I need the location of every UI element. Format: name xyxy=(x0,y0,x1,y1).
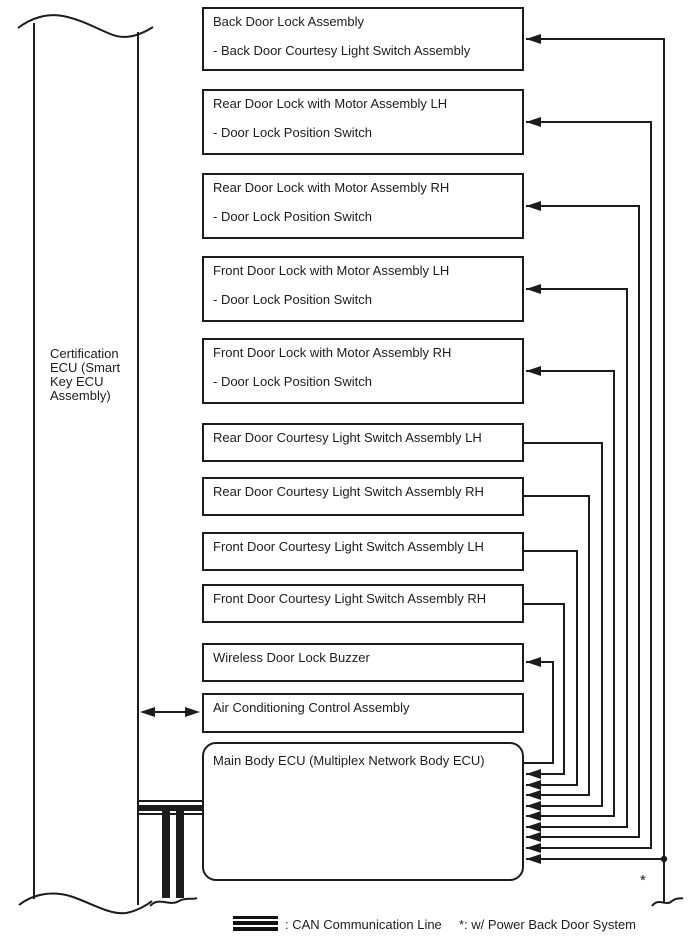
box-rear-door-lock-motor-rh xyxy=(202,173,524,239)
wire-wireless-buzzer xyxy=(524,662,553,763)
band-top-break-line xyxy=(18,15,153,37)
band-bottom-break-line xyxy=(19,894,152,914)
can-h-thick xyxy=(138,805,202,811)
can-line-label: : CAN Communication Line xyxy=(285,917,442,932)
arrow-ac-left xyxy=(140,707,155,717)
box-front-door-courtesy-rh xyxy=(202,584,524,623)
box-sublabel: - Door Lock Position Switch xyxy=(213,292,372,307)
arrow-into-back-door-lock xyxy=(526,34,541,44)
arrow-into-ecu-7 xyxy=(526,832,541,842)
wire-power-back-door-break xyxy=(652,898,683,906)
arrow-into-ecu-3 xyxy=(526,790,541,800)
box-label: Wireless Door Lock Buzzer xyxy=(213,650,370,665)
box-rear-door-courtesy-rh xyxy=(202,477,524,516)
box-rear-door-lock-motor-lh xyxy=(202,89,524,155)
box-label: Air Conditioning Control Assembly xyxy=(213,700,410,715)
box-label: Front Door Lock with Motor Assembly RH xyxy=(213,345,452,360)
power-back-door-note: *: w/ Power Back Door System xyxy=(459,917,636,932)
box-label: Main Body ECU (Multiplex Network Body ECU) xyxy=(213,753,485,768)
box-sublabel: - Back Door Courtesy Light Switch Assembly xyxy=(213,43,471,58)
box-label: Front Door Courtesy Light Switch Assembly LH xyxy=(213,539,484,554)
arrow-into-rear-door-lock-rh xyxy=(526,201,541,211)
wire-front-door-lock-rh xyxy=(526,371,614,816)
arrow-into-buzzer xyxy=(526,657,541,667)
box-label: Front Door Courtesy Light Switch Assembly RH xyxy=(213,591,487,606)
can-v-bar-left xyxy=(162,811,170,898)
can-v-bar-right xyxy=(176,811,184,898)
legend xyxy=(0,912,688,942)
box-air-conditioning-control xyxy=(202,693,524,733)
box-sublabel: - Door Lock Position Switch xyxy=(213,125,372,140)
box-sublabel: - Door Lock Position Switch xyxy=(213,209,372,224)
arrow-into-ecu-4 xyxy=(526,801,541,811)
box-label: Front Door Lock with Motor Assembly LH xyxy=(213,263,450,278)
box-main-body-ecu xyxy=(202,742,524,881)
box-label: Rear Door Courtesy Light Switch Assembly RH xyxy=(213,484,484,499)
junction-dot xyxy=(661,856,667,862)
wire-front-courtesy-lh xyxy=(524,551,577,785)
box-rear-door-courtesy-lh xyxy=(202,423,524,462)
wire-rear-courtesy-rh xyxy=(524,496,589,795)
box-front-door-courtesy-lh xyxy=(202,532,524,571)
arrow-into-ecu-9 xyxy=(526,854,541,864)
can-communication-line xyxy=(138,800,202,906)
arrow-into-front-door-lock-lh xyxy=(526,284,541,294)
arrow-into-ecu-8 xyxy=(526,843,541,853)
box-label: Rear Door Lock with Motor Assembly LH xyxy=(213,96,448,111)
arrow-into-front-door-lock-rh xyxy=(526,366,541,376)
box-front-door-lock-motor-rh xyxy=(202,338,524,404)
wire-rear-door-lock-rh xyxy=(526,206,639,837)
box-front-door-lock-motor-lh xyxy=(202,256,524,322)
arrow-ac-right xyxy=(185,707,200,717)
box-wireless-door-lock-buzzer xyxy=(202,643,524,682)
can-h-thin-top xyxy=(138,800,202,802)
arrow-into-ecu-2 xyxy=(526,780,541,790)
can-symbol-stripe xyxy=(233,916,278,919)
box-label: Rear Door Courtesy Light Switch Assembly LH xyxy=(213,430,482,445)
box-back-door-lock-assembly xyxy=(202,7,524,71)
can-branch-break-line xyxy=(150,898,197,906)
can-symbol-stripe xyxy=(233,927,278,931)
can-symbol-stripe xyxy=(233,921,278,925)
box-label: Back Door Lock Assembly xyxy=(213,14,365,29)
certification-ecu-band xyxy=(18,15,153,913)
certification-ecu-label: Certification ECU (Smart Key ECU Assembly) xyxy=(50,346,121,403)
arrow-into-ecu-1 xyxy=(526,769,541,779)
arrow-into-rear-door-lock-lh xyxy=(526,117,541,127)
box-label: Rear Door Lock with Motor Assembly RH xyxy=(213,180,450,195)
wire-front-courtesy-rh xyxy=(524,604,564,774)
arrow-into-ecu-5 xyxy=(526,811,541,821)
power-back-door-marker: * xyxy=(640,872,646,889)
arrow-into-ecu-6 xyxy=(526,822,541,832)
can-line-symbol-icon xyxy=(233,916,278,932)
box-sublabel: - Door Lock Position Switch xyxy=(213,374,372,389)
